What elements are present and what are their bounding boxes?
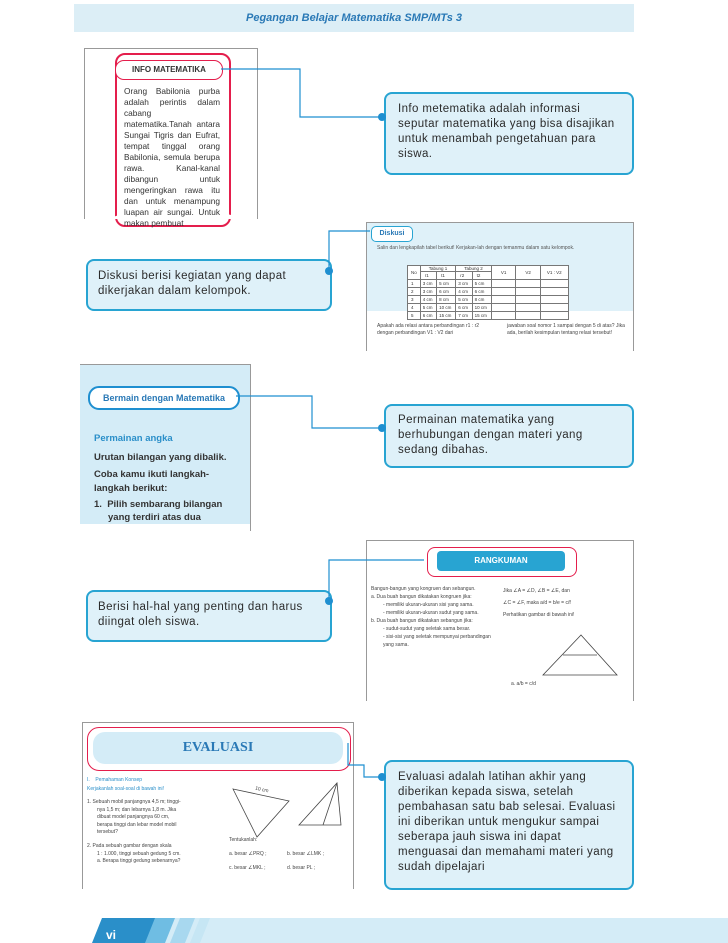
rangkuman-thumbnail (366, 540, 634, 701)
evaluasi-option: a. besar ∠PRQ ; (229, 851, 267, 857)
triangle-klm-icon (293, 779, 349, 839)
table-cell (491, 312, 516, 320)
diskusi-instruction: Salin dan lengkapilah tabel berikut! Kerjakan-lah dengan temanmu dalam satu kelompok. (377, 245, 575, 251)
diskusi-tag: Diskusi (371, 226, 413, 242)
table-cell (540, 312, 568, 320)
table-cell: 15 cm (437, 312, 456, 320)
info-matematika-excerpt: Orang Babilonia purba adalah perintis dalam cabang matematika.Tanah antara Sungai Tigris dan Eufrat, tempat tinggal orang Babilonia, semula berupa rawa. Kanal-kanal dibangun untuk mengeringkan rawa itu dan untuk menampung luapan air sungai. Untuk makan pembuat (124, 86, 220, 228)
table-cell: 10 cm (472, 304, 491, 312)
torn-edge (367, 341, 633, 351)
th-v1: V1 (491, 266, 516, 280)
evaluasi-q1 (87, 799, 227, 837)
evaluasi-thumbnail (82, 722, 354, 889)
table-cell (540, 304, 568, 312)
rangkuman-left-line: a. Dua buah bangun dikatakan kongruen jika: (371, 594, 472, 600)
triangle-figure-icon (537, 631, 627, 681)
header-title: Pegangan Belajar Matematika SMP/MTs 3 (246, 12, 462, 24)
table-cell (516, 304, 541, 312)
table-cell: 5 cm (420, 304, 436, 312)
evaluasi-description-box (384, 760, 634, 890)
evaluasi-tag: EVALUASI (182, 740, 254, 755)
rangkuman-left-line: b. Dua buah bangun dikatakan sebangun jika: (371, 618, 473, 624)
bermain-torn-cover (80, 524, 250, 532)
measure-label: 10 cm (254, 785, 270, 795)
table-row (408, 296, 569, 304)
table-cell (491, 280, 516, 288)
table-cell: 6 cm (472, 288, 491, 296)
bermain-item1b: yang terdiri atas dua (108, 512, 201, 523)
table-cell: 6 cm (420, 312, 436, 320)
page-number: vi (106, 928, 117, 942)
evaluasi-option: d. besar PL ; (287, 865, 316, 871)
table-cell: 5 cm (472, 280, 491, 288)
evaluasi-q1-line: dibuat model panjangnya 60 cm, (97, 814, 170, 820)
bermain-subtitle: Permainan angka (94, 433, 173, 444)
table-cell (516, 312, 541, 320)
table-cell (491, 288, 516, 296)
bermain-description-box (384, 404, 634, 468)
evaluasi-option: b. besar ∠LMK ; (287, 851, 324, 857)
table-cell (491, 304, 516, 312)
rangkuman-right-line: Jika ∠A = ∠D, ∠B = ∠E, dan (503, 588, 570, 594)
evaluasi-q1-line: 1. Sebuah mobil panjangnya 4,5 m; tinggi- (87, 799, 181, 805)
info-connector-dot (378, 113, 386, 121)
table-cell (516, 280, 541, 288)
evaluasi-section: I. Pemahaman Konsep (87, 777, 143, 783)
evaluasi-q2-line: 2. Pada sebuah gambar dengan skala (87, 843, 172, 849)
table-cell (516, 288, 541, 296)
th-no: No (408, 266, 421, 280)
table-cell: 10 cm (437, 304, 456, 312)
table-cell: 5 (408, 312, 421, 320)
rangkuman-left-line: Bangun-bangun yang kongruen dan sebangun. (371, 586, 476, 592)
table-cell (540, 280, 568, 288)
evaluasi-q2 (87, 843, 227, 866)
info-description: Info metematika adalah informasi seputar matematika yang bisa disajikan untuk menambah pengetahuan para siswa. (398, 103, 615, 160)
th-v2: V2 (516, 266, 541, 280)
info-description-box (384, 92, 634, 175)
table-row (408, 280, 569, 288)
table-cell: 8 cm (437, 296, 456, 304)
diskusi-description-box (86, 259, 332, 311)
rangkuman-right-line: Perhatikan gambar di bawah ini! (503, 612, 575, 618)
torn-edge (367, 691, 633, 701)
bermain-connector-dot (378, 424, 386, 432)
table-row (408, 288, 569, 296)
rangkuman-description-box (86, 590, 332, 642)
page-footer (0, 918, 728, 943)
rangkuman-left-line: - memiliki ukuran-ukuran sudut yang sama. (383, 610, 479, 616)
evaluasi-description: Evaluasi adalah latihan akhir yang diberikan kepada siswa, setelah pembahasan satu bab selesai. Evaluasi ini diberikan untuk mengukur sampai seberapa jauh siswa ini dapat menguasai dan memahami materi yang sudah dipelajari (398, 771, 616, 873)
table-cell (516, 296, 541, 304)
evaluasi-tentukan: Tentukanlah: (229, 837, 258, 843)
rangkuman-left (371, 585, 497, 649)
table-cell: 6 cm (456, 304, 472, 312)
rangkuman-right-line: a. a/b = c/d (511, 681, 536, 687)
table-cell: 7 cm (456, 312, 472, 320)
table-row (408, 312, 569, 320)
rangkuman-right-line: ∠C = ∠F, maka a/d = b/e = c/f (503, 600, 571, 606)
table-cell: 3 cm (420, 280, 436, 288)
table-row (408, 304, 569, 312)
bermain-line1: Urutan bilangan yang dibalik. (94, 452, 227, 463)
evaluasi-connector-dot (378, 773, 386, 781)
bermain-description: Permainan matematika yang berhubungan dengan materi yang sedang dibahas. (398, 414, 583, 456)
rangkuman-connector-dot (325, 597, 333, 605)
bermain-item1a: 1. Pilih sembarang bilangan (94, 499, 223, 510)
th-r2: r2 (456, 272, 472, 280)
rangkuman-description: Berisi hal-hal yang penting dan harus diingat oleh siswa. (98, 601, 303, 628)
table-cell (540, 296, 568, 304)
bermain-line2b: langkah berikut: (94, 483, 168, 494)
th-t1: t1 (437, 272, 456, 280)
table-cell: 4 (408, 304, 421, 312)
rangkuman-left-line: - memiliki ukuran-ukuran sisi yang sama. (383, 602, 474, 608)
th-v1v2: V1 : V2 (540, 266, 568, 280)
table-cell: 3 (408, 296, 421, 304)
info-matematika-tag: INFO MATEMATIKA (115, 60, 223, 80)
torn-edge (83, 879, 353, 889)
evaluasi-option: c. besar ∠MKL ; (229, 865, 266, 871)
rangkuman-left-line: - sudut-sudut yang seletak sama besar. (383, 626, 471, 632)
evaluasi-q1-line: tersebut? (97, 829, 118, 835)
diskusi-note-left: Apakah ada relasi antara perbandingan r1 : r2 dengan perbandingan V1 : V2 dari (377, 323, 480, 336)
evaluasi-q2-line: a. Berapa tinggi gedung sebenarnya? (97, 858, 181, 864)
evaluasi-instruction: Kerjakanlah soal-soal di bawah ini! (87, 786, 164, 792)
table-cell: 4 cm (420, 296, 436, 304)
evaluasi-q1-line: nya 1,5 m; dan lebarnya 1,8 m. Jika (97, 806, 177, 813)
table-cell: 6 cm (437, 288, 456, 296)
table-cell (540, 288, 568, 296)
table-cell: 1 (408, 280, 421, 288)
diskusi-table (407, 265, 569, 320)
evaluasi-q2-line: 1 : 1.000, tinggi sebuah gedung 5 cm. (97, 850, 181, 857)
th-tabung2: Tabung 2 (456, 266, 492, 272)
bermain-line2a: Coba kamu ikuti langkah- (94, 469, 210, 480)
table-cell: 5 cm (437, 280, 456, 288)
diskusi-thumbnail (366, 222, 634, 351)
evaluasi-q1-line: berapa tinggi dan lebar model mobil (97, 821, 177, 828)
table-cell: 2 (408, 288, 421, 296)
table-cell: 3 cm (456, 280, 472, 288)
diskusi-connector-dot (325, 267, 333, 275)
th-r1: r1 (420, 272, 436, 280)
th-t2: t2 (472, 272, 491, 280)
table-cell: 3 cm (420, 288, 436, 296)
table-cell: 5 cm (456, 296, 472, 304)
th-tabung1: Tabung 1 (420, 266, 456, 272)
table-cell (491, 296, 516, 304)
diskusi-description: Diskusi berisi kegiatan yang dapat dikerjakan dalam kelompok. (98, 270, 287, 297)
rangkuman-right (503, 585, 629, 621)
rangkuman-left-line: - sisi-sisi yang seletak mempunyai perbandingan yang sama. (383, 634, 491, 648)
table-cell: 8 cm (472, 296, 491, 304)
page-header (74, 4, 634, 32)
rangkuman-tag: RANGKUMAN (474, 556, 528, 565)
bermain-tag (88, 386, 240, 410)
table-cell: 4 cm (456, 288, 472, 296)
diskusi-note-right: jawaban soal nomor 1 sampai dengan 5 di atas? Jika ada, berilah kesimpulan tentang relasi tersebut! (507, 323, 625, 336)
table-cell: 15 cm (472, 312, 491, 320)
bermain-tag-label: Bermain dengan Matematika (102, 393, 226, 403)
